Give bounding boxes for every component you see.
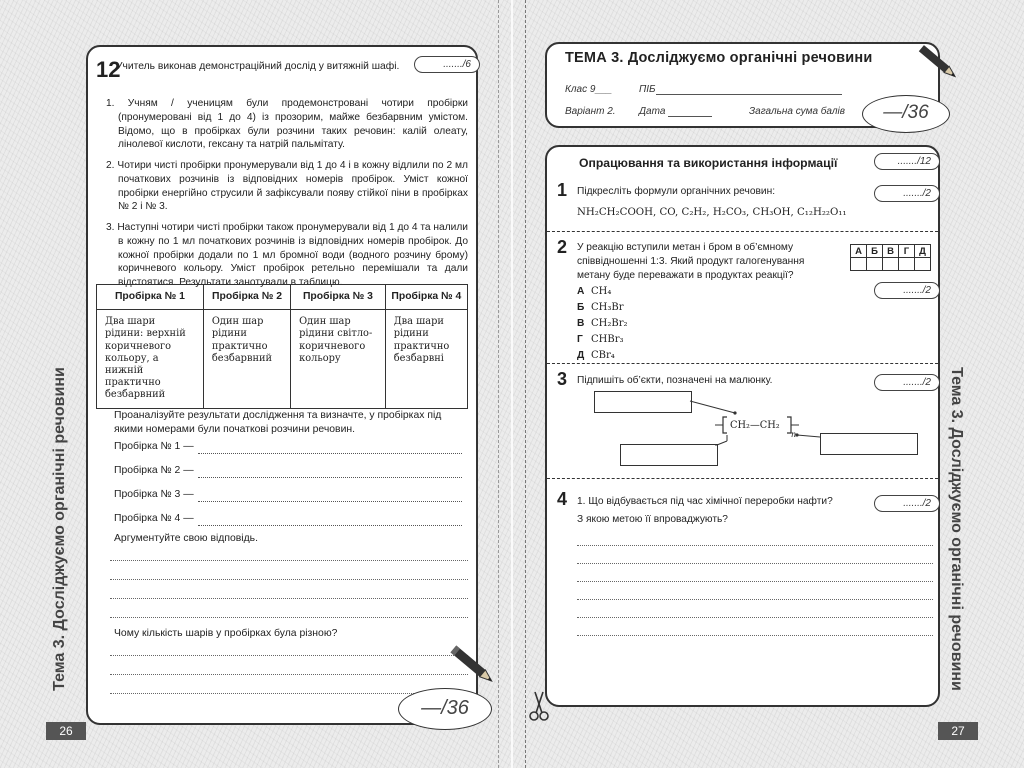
right-page-number: 27 <box>938 722 978 740</box>
procedure-list <box>106 97 468 297</box>
left-page-frame <box>86 45 478 725</box>
table-cell-3: Один шар рідини світло-коричневого кольору <box>291 310 386 409</box>
task-4-score[interactable]: ......./2 <box>874 495 940 512</box>
task-4-question-1: 1. Що відбувається під час хімічної переробки нафти? <box>577 496 833 507</box>
name-line[interactable] <box>656 94 842 95</box>
answer-grid-label: В <box>883 245 899 258</box>
answer-line[interactable] <box>110 655 468 656</box>
class-field[interactable] <box>565 84 612 95</box>
answer-grid-label: Д <box>915 245 931 258</box>
answer-line[interactable] <box>577 581 933 582</box>
left-total-score[interactable]: —/36 <box>398 688 492 730</box>
answer-line[interactable] <box>110 560 468 561</box>
answer-line[interactable] <box>577 599 933 600</box>
table-header-1: Пробірка № 1 <box>97 285 204 310</box>
answer-line[interactable] <box>577 545 933 546</box>
task-4-question-2: З якою метою її впроваджують? <box>577 514 728 525</box>
answer-grid-label: А <box>851 245 867 258</box>
answer-line[interactable] <box>110 617 468 618</box>
option-formula: CH₃Br <box>591 302 624 313</box>
option-letter: Б <box>577 302 585 313</box>
answer-line[interactable] <box>577 635 933 636</box>
why-layers-question: Чому кількість шарів у пробірках була різною? <box>114 628 338 639</box>
tube-answer-line-4[interactable] <box>198 525 462 526</box>
section-title: Опрацювання та використання інформації <box>579 156 838 170</box>
test-title: ТЕМА 3. Досліджуємо органічні речовини <box>565 50 873 66</box>
task-1-formulas[interactable]: NH₂CH₂COOH, CO, C₂H₂, H₂CO₃, CH₃OH, C₁₂H₂₂O₁₁ <box>577 207 847 218</box>
class-label: Клас 9___ <box>565 84 613 95</box>
answer-line[interactable] <box>110 598 468 599</box>
argue-label: Аргументуйте свою відповідь. <box>114 533 258 544</box>
task-2-score[interactable]: ......./2 <box>874 282 940 299</box>
section-separator <box>547 231 938 232</box>
table-header-4: Пробірка № 4 <box>385 285 467 310</box>
option-letter: Д <box>577 350 585 361</box>
section-separator <box>547 363 938 364</box>
polymer-formula: CH₂—CH₂ <box>730 420 780 431</box>
left-side-title: Тема 3. Досліджуємо органічні речовини <box>51 367 68 691</box>
label-box-3[interactable] <box>820 433 918 455</box>
tube-label-1: Пробірка № 1 — <box>114 441 194 452</box>
pencil-icon <box>916 40 962 86</box>
tube-label-2: Пробірка № 2 — <box>114 465 194 476</box>
date-line[interactable] <box>668 116 712 117</box>
option-g[interactable] <box>577 334 624 345</box>
table-header-2: Пробірка № 2 <box>203 285 290 310</box>
section-separator <box>547 478 938 479</box>
tube-answer-2 <box>114 464 468 478</box>
option-formula: CH₄ <box>591 286 612 297</box>
total-label: Загальна сума балів <box>749 106 845 117</box>
answer-grid-cell[interactable] <box>915 258 931 271</box>
answer-line[interactable] <box>577 563 933 564</box>
option-letter: Г <box>577 334 583 345</box>
tube-label-3: Пробірка № 3 — <box>114 489 194 500</box>
tube-label-4: Пробірка № 4 — <box>114 513 194 524</box>
task-4-number: 4 <box>557 489 568 509</box>
answer-grid-label: Г <box>899 245 915 258</box>
date-field[interactable] <box>639 106 712 117</box>
procedure-step-1: 1. Учням / ученицям були продемонстровані чотири пробірки (пронумеровані від 1 до 4) із прозорим, майже безбарвним умістом. Відомо, що в пробірках були розчини таких речовин: калій олеату, лінолевої кислоти, гексану та натрій пальмітату. <box>106 98 468 151</box>
option-letter: А <box>577 286 585 297</box>
option-letter: В <box>577 318 585 329</box>
task-1-number: 1 <box>557 180 568 200</box>
answer-grid-cell[interactable] <box>867 258 883 271</box>
pencil-icon <box>447 640 499 692</box>
procedure-step-3: 3. Наступні чотири чисті пробірки також пронумерували від 1 до 4 та налили в кожну по 1 мл початкових розчинів із відповідних номерів пробірок. До кожної пробірки додали по 1 мл бромної води (водного розчину брому) коричневого кольору. Уміст пробірок ретельно перемішали та дали відстоятися. Результати занотували в таблицю. <box>106 222 468 289</box>
right-side-title: Тема 3. Досліджуємо органічні речовини <box>948 367 965 691</box>
results-table <box>96 284 468 409</box>
task-12-intro: Учитель виконав демонстраційний дослід у витяжній шафі. <box>116 61 400 72</box>
name-field[interactable] <box>639 84 842 95</box>
analyse-instruction: Проаналізуйте результати дослідження та визначте, у пробірках під якими номерами були початкові розчини речовин. <box>114 410 442 436</box>
task-1-score[interactable]: ......./2 <box>874 185 940 202</box>
tube-answer-4 <box>114 512 468 526</box>
table-cell-1: Два шари рідини: верхній коричневого кольору, а нижній практично безбарвний <box>97 310 204 409</box>
variant-label: Варіант 2. <box>565 106 616 117</box>
procedure-step-2: 2. Чотири чисті пробірки пронумерували від 1 до 4 і в кожну відлили по 2 мл початкових розчинів із відповідних номерів пробірок. Уміст кожної пробірки енергійно струсили й зафіксували появу стійкої піни в пробірках № 2 і № 3. <box>106 160 468 213</box>
option-v[interactable] <box>577 318 628 329</box>
answer-grid-cell[interactable] <box>883 258 899 271</box>
answer-grid-cell[interactable] <box>899 258 915 271</box>
option-formula: CH₂Br₂ <box>591 318 628 329</box>
task-3-number: 3 <box>557 369 568 389</box>
section-score[interactable]: ......./12 <box>874 153 940 170</box>
answer-line[interactable] <box>110 674 468 675</box>
table-cell-2: Один шар рідини практично безбарвний <box>203 310 290 409</box>
tube-answer-line-2[interactable] <box>198 477 462 478</box>
page-gutter <box>511 0 513 768</box>
cut-line <box>525 0 526 768</box>
answer-line[interactable] <box>110 579 468 580</box>
date-label: Дата <box>639 106 666 117</box>
option-formula: CBr₄ <box>591 350 615 361</box>
tube-answer-line-3[interactable] <box>198 501 462 502</box>
tube-answer-3 <box>114 488 468 502</box>
answer-grid-label: Б <box>867 245 883 258</box>
task-12-number: 12 <box>96 57 121 82</box>
table-header-3: Пробірка № 3 <box>291 285 386 310</box>
option-a[interactable] <box>577 286 611 297</box>
answer-grid <box>850 244 931 271</box>
name-label: ПІБ <box>639 84 656 95</box>
task-1-question: Підкресліть формули органічних речовин: <box>577 186 776 197</box>
task-3-score[interactable]: ......./2 <box>874 374 940 391</box>
answer-line[interactable] <box>577 617 933 618</box>
right-page-frame <box>545 145 940 707</box>
answer-grid-cell[interactable] <box>851 258 867 271</box>
tube-answer-line-1[interactable] <box>198 453 462 454</box>
polymer-subscript: n <box>791 430 797 439</box>
option-d[interactable] <box>577 350 615 361</box>
task-3-question: Підпишіть об’єкти, позначені на малюнку. <box>577 375 773 386</box>
task-2-number: 2 <box>557 237 568 257</box>
left-page-number: 26 <box>46 722 86 740</box>
option-b[interactable] <box>577 302 624 313</box>
option-formula: CHBr₃ <box>591 334 624 345</box>
table-cell-4: Два шари рідини практично безбарвні <box>385 310 467 409</box>
label-box-1[interactable] <box>594 391 692 413</box>
task-12-score[interactable]: ......./6 <box>414 56 480 73</box>
task-2-question: У реакцію вступили метан і бром в об’ємному співвідношенні 1:3. Який продукт галогенування метану буде переважати в продуктах реакції? <box>577 242 805 281</box>
right-total-score[interactable]: —/36 <box>862 95 950 133</box>
tube-answer-1 <box>114 440 468 454</box>
